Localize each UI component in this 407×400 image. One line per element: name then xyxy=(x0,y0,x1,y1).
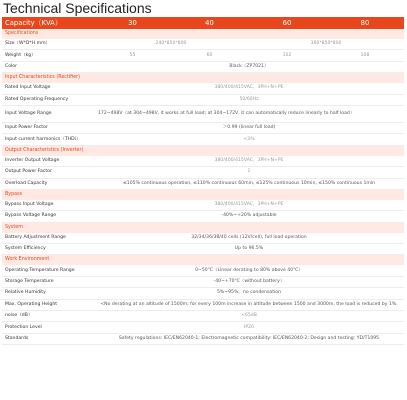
section-input: Input Characteristics (Rectifier) xyxy=(2,73,404,84)
row-label: noise（dB） xyxy=(2,311,94,322)
row-value: <No derating at an altitude of 1500m; for every 100m increase in altitude between 1500 and 3000m, the load is reduced by 1%. xyxy=(94,299,404,310)
row-value: 5%~95%，no condensation xyxy=(94,288,404,299)
table-row xyxy=(2,134,404,145)
spec-table xyxy=(2,17,404,345)
row-value: 108 xyxy=(326,50,404,61)
row-label: Storage Temperature xyxy=(2,276,94,287)
row-label: Standards xyxy=(2,333,94,344)
section-row xyxy=(2,189,404,200)
row-label: Output Power Factor xyxy=(2,167,94,178)
row-value: Black（ZP7021） xyxy=(94,61,404,72)
row-label: Bypass Input Voltage xyxy=(2,200,94,211)
capacity-header: Capacity（KVA） xyxy=(2,17,94,29)
table-row xyxy=(2,178,404,189)
row-label: Color xyxy=(2,61,94,72)
row-value: 172~498V（at 304~498V, it works at full load; at 304~172V, it can automatically reduce linearly to half load） xyxy=(94,105,404,122)
table-header-row xyxy=(2,17,404,29)
row-value: 55 xyxy=(94,50,171,61)
header-col-80: 80 xyxy=(326,17,404,29)
section-row xyxy=(2,145,404,156)
row-value: 240*850*800 xyxy=(94,39,248,50)
row-value: 50/60Hz xyxy=(94,94,404,105)
section-row xyxy=(2,29,404,39)
row-label: Protection Level xyxy=(2,322,94,333)
table-row xyxy=(2,265,404,276)
table-row xyxy=(2,83,404,94)
row-value: Safety regulations: IEC/EN62040-1; Electromagnetic compatibility: IEC/EN62040-2; Design and testing: YD/T1095 xyxy=(94,333,404,344)
row-value: 380/400/415VAC，3PH+N+PE xyxy=(94,200,404,211)
row-label: Size（W*D*H mm） xyxy=(2,39,94,50)
row-label: System Efficiency xyxy=(2,244,94,255)
table-row xyxy=(2,233,404,244)
row-label: Input Power Factor xyxy=(2,122,94,133)
row-value: 360*850*800 xyxy=(248,39,404,50)
section-work-environment: Work Environment xyxy=(2,255,404,266)
row-value: ＞0.99 (linear full load) xyxy=(94,122,404,133)
table-row xyxy=(2,122,404,133)
section-system: System xyxy=(2,222,404,233)
table-row xyxy=(2,105,404,122)
table-row xyxy=(2,94,404,105)
section-row xyxy=(2,222,404,233)
row-label: Inverter Output Voltage xyxy=(2,156,94,167)
table-row xyxy=(2,50,404,61)
row-label: Battery Adjustment Range xyxy=(2,233,94,244)
table-row xyxy=(2,276,404,287)
row-value: Up to 96.5% xyxy=(94,244,404,255)
row-value: IP20 xyxy=(94,322,404,333)
section-row xyxy=(2,73,404,84)
table-row xyxy=(2,244,404,255)
row-value: -40~+70℃（without battery） xyxy=(94,276,404,287)
row-label: Weight（kg） xyxy=(2,50,94,61)
row-label: Operating Temperature Range xyxy=(2,265,94,276)
header-col-60: 60 xyxy=(248,17,326,29)
header-col-40: 40 xyxy=(171,17,248,29)
row-value: 102 xyxy=(248,50,326,61)
row-value: 380/400/415VAC，3PH+N+PE xyxy=(94,83,404,94)
table-row xyxy=(2,299,404,310)
row-value: <3% xyxy=(94,134,404,145)
section-row xyxy=(2,255,404,266)
section-specifications: Specifications xyxy=(2,29,404,39)
section-bypass: Bypass xyxy=(2,189,404,200)
section-output: Output Characteristics (Inverter) xyxy=(2,145,404,156)
row-label: Bypass Voltage Range xyxy=(2,211,94,222)
row-label: Rated Operating Frequency xyxy=(2,94,94,105)
row-value: 380/400/415VAC，3PH+N+PE xyxy=(94,156,404,167)
table-row xyxy=(2,333,404,344)
row-label: Relative Humidity xyxy=(2,288,94,299)
row-label: Max. Operating Height xyxy=(2,299,94,310)
table-row xyxy=(2,288,404,299)
row-value: 32/34/36/38/40 cells (12V/cell), full load operation xyxy=(94,233,404,244)
table-row xyxy=(2,211,404,222)
row-value: ≤105% continuous operation, ≤110% continuous 60min, ≤125% continuous 10min, ≤150% continuous 1min xyxy=(94,178,404,189)
row-label: Rated Input Voltage xyxy=(2,83,94,94)
row-value: <65dB xyxy=(94,311,404,322)
table-row xyxy=(2,39,404,50)
page-title: Technical Specifications xyxy=(3,0,152,16)
table-row xyxy=(2,61,404,72)
table-row xyxy=(2,311,404,322)
header-col-30: 30 xyxy=(94,17,171,29)
table-row xyxy=(2,156,404,167)
table-row xyxy=(2,167,404,178)
row-value: 1 xyxy=(94,167,404,178)
row-value: 0~50℃（Linear derating to 80% above 40℃） xyxy=(94,265,404,276)
table-row xyxy=(2,322,404,333)
row-value: -40%~+20% adjustable xyxy=(94,211,404,222)
row-label: Input current harmonics（THDi） xyxy=(2,134,94,145)
row-value: 60 xyxy=(171,50,248,61)
table-row xyxy=(2,200,404,211)
row-label: Overload Capacity xyxy=(2,178,94,189)
row-label: Input Voltage Range xyxy=(2,105,94,122)
